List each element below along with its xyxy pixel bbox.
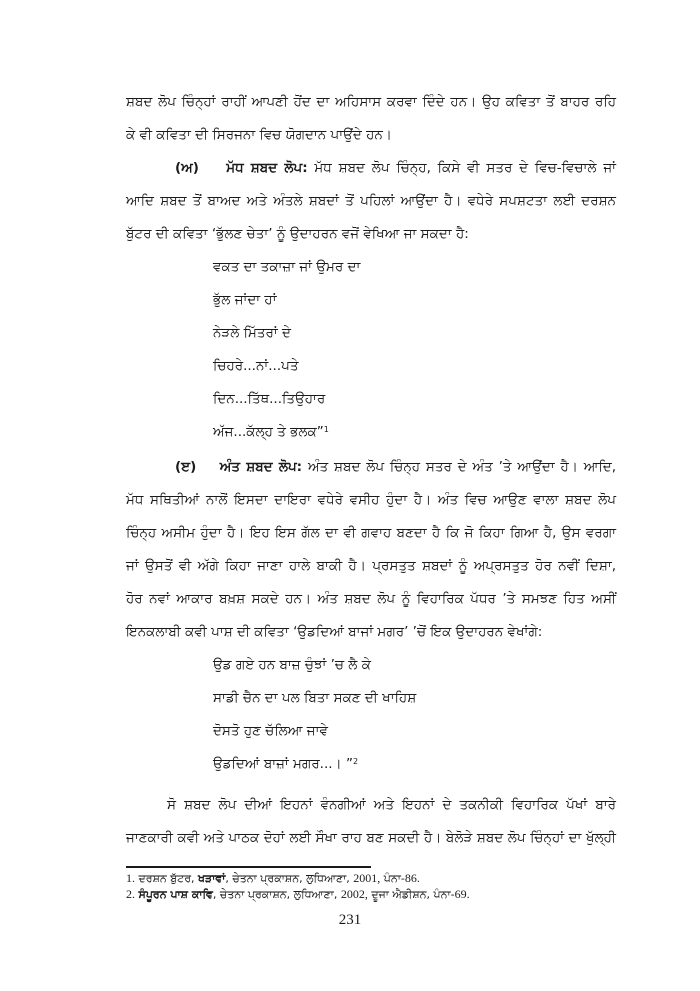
footnote-ref[interactable]: 1 — [323, 425, 329, 434]
verse-line: ਉਡ ਗਏ ਹਨ ਬਾਜ਼ ਚੁੰਝਾਂ ’ਚ ਲੈ ਕੇ — [213, 657, 371, 673]
verse-line: ਸਾਡੀ ਚੈਨ ਦਾ ਪਲ ਬਿਤਾ ਸਕਣ ਦੀ ਖਾਹਿਸ਼ — [213, 690, 417, 706]
section-heading-a — [175, 158, 616, 178]
section-heading-e — [175, 457, 616, 477]
body-text-line: ਚਿੰਨ੍ਹ ਅਸੀਮ ਹੁੰਦਾ ਹੈ। ਇਹ ਇਸ ਗੱਲ ਦਾ ਵੀ ਗਵਾਹ ਬਣਦਾ ਹੈ ਕਿ ਜੋ ਕਿਹਾ ਗਿਆ ਹੈ, ਉਸ ਵਰਗਾ — [126, 525, 616, 541]
verse-line: ਵਕਤ ਦਾ ਤਕਾਜ਼ਾ ਜਾਂ ਉਮਰ ਦਾ — [213, 259, 361, 275]
verse-line: ਨੇੜਲੇ ਮਿੱਤਰਾਂ ਦੇ — [213, 325, 291, 341]
body-text: ਮੱਧ ਸ਼ਬਦ ਲੋਪ ਚਿੰਨ੍ਹ, ਕਿਸੇ ਵੀ ਸਤਰ ਦੇ ਵਿਚ-ਵਿਚਾਲੇ ਜਾਂ — [314, 160, 616, 176]
verse-text: ਉਡਦਿਆਂ ਬਾਜ਼ਾਂ ਮਗਰ...। ” — [213, 756, 353, 772]
section-marker: (ਅ) — [175, 160, 199, 176]
verse-line: ਦਿਨ...ਤਿੱਥ...ਤਿਉਹਾਰ — [213, 391, 326, 407]
footnote-page: 69. — [454, 887, 470, 901]
footnote-title: ਸੰਪੂਰਨ ਪਾਸ਼ ਕਾਵਿ — [138, 888, 213, 901]
footnote-year: 2002, — [340, 887, 368, 901]
body-text-line: ਕੇ ਵੀ ਕਵਿਤਾ ਦੀ ਸਿਰਜਨਾ ਵਿਚ ਯੋਗਦਾਨ ਪਾਉਂਦੇ ਹਨ। — [126, 127, 392, 143]
section-marker: (ੲ) — [175, 459, 197, 475]
body-text-line: ਜਾਂ ਉਸਤੋਂ ਵੀ ਅੱਗੇ ਕਿਹਾ ਜਾਣਾ ਹਾਲੇ ਬਾਕੀ ਹੈ। ਪ੍ਰਸਤੁਤ ਸ਼ਬਦਾਂ ਨੂੰ ਅਪ੍ਰਸਤੁਤ ਹੋਰ ਨਵੀਂ ਦਿਸ਼ਾ, — [126, 558, 616, 574]
section-title: ਅੰਤ ਸ਼ਬਦ ਲੋਪ: — [219, 459, 303, 475]
verse-line: ਚਿਹਰੇ...ਨਾਂ...ਪਤੇ — [213, 358, 299, 374]
footnote-page-label: ਪੰਨਾ- — [433, 888, 455, 901]
body-text-line: ਹੋਰ ਨਵਾਂ ਆਕਾਰ ਬਖ਼ਸ਼ ਸਕਦੇ ਹਨ। ਅੰਤ ਸ਼ਬਦ ਲੋਪ ਨੂੰ ਵਿਹਾਰਿਕ ਪੱਧਰ ’ਤੇ ਸਮਝਣ ਹਿਤ ਅਸੀਂ — [126, 591, 616, 607]
body-text-line: ਸ਼ਬਦ ਲੋਪ ਚਿੰਨ੍ਹਾਂ ਰਾਹੀਂ ਆਪਣੀ ਹੋਂਦ ਦਾ ਅਹਿਸਾਸ ਕਰਵਾ ਦਿੰਦੇ ਹਨ। ਉਹ ਕਵਿਤਾ ਤੋਂ ਬਾਹਰ ਰਹਿ — [126, 94, 616, 110]
footnote-year: 2001, — [353, 871, 381, 885]
verse-line-last — [213, 422, 329, 442]
footnote-number: 1. — [126, 871, 135, 885]
body-text-line: ਇਨਕਲਾਬੀ ਕਵੀ ਪਾਸ਼ ਦੀ ਕਵਿਤਾ ‘ਉਡਦਿਆਂ ਬਾਜਾਂ ਮਗਰ’ ’ਚੋਂ ਇਕ ਉਦਾਹਰਨ ਵੇਖਾਂਗੇ: — [126, 624, 543, 640]
verse-line: ਭੁੱਲ ਜਾਂਦਾ ਹਾਂ — [213, 292, 277, 308]
footnote-publisher: , ਚੇਤਨਾ ਪ੍ਰਕਾਸ਼ਨ, ਲੁਧਿਆਣਾ, — [225, 872, 350, 885]
footnote-publisher: , ਚੇਤਨਾ ਪ੍ਰਕਾਸ਼ਨ, ਲੁਧਿਆਣਾ, — [212, 888, 338, 901]
body-text-line: ਜਾਣਕਾਰੀ ਕਵੀ ਅਤੇ ਪਾਠਕ ਦੋਹਾਂ ਲਈ ਸੌਖਾ ਰਾਹ ਬਣ ਸਕਦੀ ਹੈ। ਬੇਲੋੜੇ ਸ਼ਬਦ ਲੋਪ ਚਿੰਨ੍ਹਾਂ ਦਾ ਖੁੱਲ੍ਹੀ — [126, 830, 616, 846]
verse-text: ਅੱਜ...ਕੱਲ੍ਹ ਤੇ ਭਲਕ” — [213, 424, 324, 440]
body-text-line: ਮੱਧ ਸਥਿਤੀਆਂ ਨਾਲੋਂ ਇਸਦਾ ਦਾਇਰਾ ਵਧੇਰੇ ਵਸੀਹ ਹੁੰਦਾ ਹੈ। ਅੰਤ ਵਿਚ ਆਉਣ ਵਾਲਾ ਸ਼ਬਦ ਲੋਪ — [126, 492, 616, 508]
footnote-1 — [126, 871, 420, 886]
page-number: 231 — [338, 912, 362, 928]
body-text-line: ਆਦਿ ਸ਼ਬਦ ਤੋਂ ਬਾਅਦ ਅਤੇ ਅੰਤਲੇ ਸ਼ਬਦਾਂ ਤੋਂ ਪਹਿਲਾਂ ਆਉਂਦਾ ਹੈ। ਵਧੇਰੇ ਸਪਸ਼ਟਤਾ ਲਈ ਦਰਸ਼ਨ — [126, 193, 616, 209]
body-text-line: ਬੁੱਟਰ ਦੀ ਕਵਿਤਾ ‘ਭੁੱਲਣ ਚੇਤਾ’ ਨੂੰ ਉਦਾਹਰਨ ਵਜੋਂ ਵੇਖਿਆ ਜਾ ਸਕਦਾ ਹੈ: — [126, 226, 469, 242]
footnote-edition: ਦੂਜਾ ਐਡੀਸ਼ਨ, — [371, 888, 431, 901]
verse-line: ਦੋਸਤੋ ਹੁਣ ਚੱਲਿਆ ਜਾਵੇ — [213, 723, 328, 739]
footnote-ref[interactable]: 2 — [352, 757, 359, 766]
footnote-number: 2. — [126, 887, 135, 901]
footnote-separator — [126, 866, 371, 868]
verse-line-last — [213, 754, 358, 774]
footnote-page: 86. — [404, 871, 420, 885]
footnote-author: ਦਰਸ਼ਨ ਬੁੱਟਰ, — [138, 872, 195, 885]
body-text-line: ਸੋ ਸ਼ਬਦ ਲੋਪ ਦੀਆਂ ਇਹਨਾਂ ਵੰਨਗੀਆਂ ਅਤੇ ਇਹਨਾਂ ਦੇ ਤਕਨੀਕੀ ਵਿਹਾਰਿਕ ਪੱਖਾਂ ਬਾਰੇ — [167, 797, 616, 813]
footnote-2 — [126, 887, 470, 902]
section-title: ਮੱਧ ਸ਼ਬਦ ਲੋਪ: — [226, 160, 308, 176]
footnote-page-label: ਪੰਨਾ- — [383, 872, 405, 885]
body-text: ਅੰਤ ਸ਼ਬਦ ਲੋਪ ਚਿੰਨ੍ਹ ਸਤਰ ਦੇ ਅੰਤ ’ਤੇ ਆਉਂਦਾ ਹੈ। ਆਦਿ, — [307, 459, 617, 475]
footnote-title: ਖੜਾਵਾਂ — [198, 872, 226, 885]
